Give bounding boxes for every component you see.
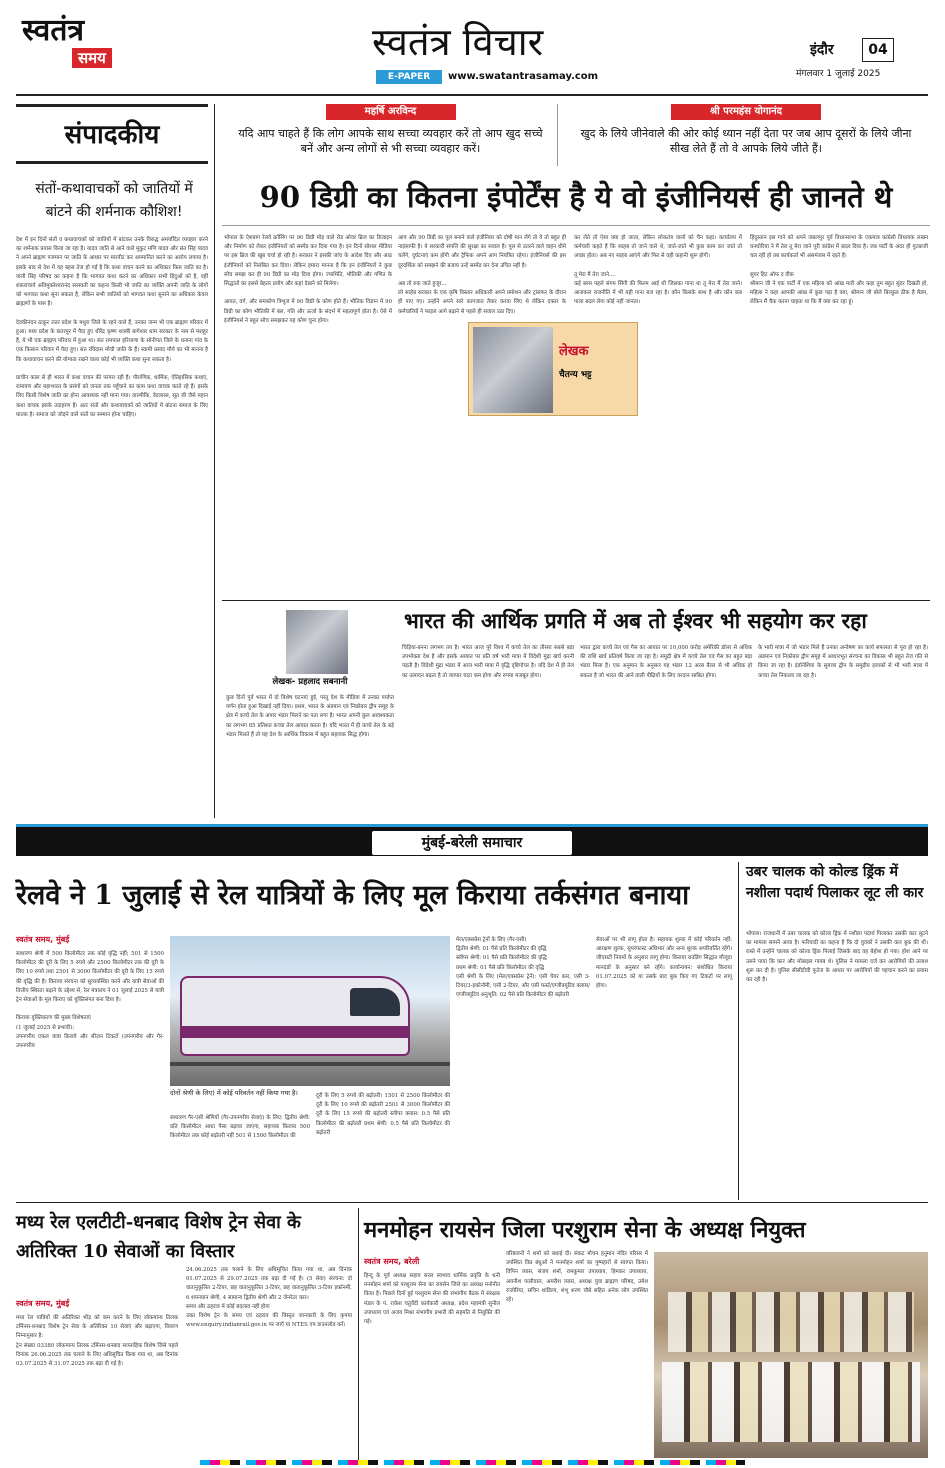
logo-top: स्वतंत्र	[22, 13, 85, 48]
economy-author-photo	[286, 610, 348, 674]
website: www.swatantrasamay.com	[448, 71, 599, 82]
quote-left	[224, 104, 558, 166]
rail-dateline: स्वतंत्र समय, मुंबई	[16, 935, 70, 944]
parshuram-headline: मनमोहन रायसेन जिला परशुराम सेना के अध्यक्ष नियुक्त	[364, 1217, 806, 1243]
section-band-label: मुंबई-बरेली समाचार	[372, 831, 572, 855]
lead-col-4: हिंदुस्तान इस गाने को अपने जबलपुर पूर्व विधानसभा के एकमात्र कांग्रेसी विधायक लखन घनघोरिया ने मैं तेरा तू मेरा जाने पूरी कांग्रेस में बदल दिया है। जब पार्टी के अंदर ही गुटबाजी चल रही हो तब कार्यकर्ता भी असमंजस में रहते हैं। सुपर हिट ऑफ द वीक श्रीमान जी ने एक पार्टी में एक महिला को आंख मारी और कहा तुम बहुत सुंदर दिखती हो, महिला ने कहा आपकी आंख में कुछ पड़ा है क्या, श्रीमान जी बोले बिल्कुल ठीक है मैडम, लेकिन मैं चैक करना चाहता था कि मैं क्या कर रहा हूं।	[750, 235, 928, 306]
economy-col-4: के भारी मात्रा में जो भंडार मिले हैं उनका अन्वेषण का कार्य सफलता से पूरा हो रहा है। अंडमान एवं निकोबार द्वीप समूह में आधारभूत संरचना का विकास भी बहुत तेज गति से किया जा रहा है। इंडोनेशिया के सुमात्रा द्वीप के समुद्रीय इलाकों से भी भारी मात्रा में कच्चा तेल निकाला जा रहा है।	[758, 645, 930, 679]
date: मंगलवार 1 जुलाई 2025	[796, 69, 881, 79]
editorial-label: संपादकीय	[16, 104, 208, 164]
page-title: स्वतंत्र विचार	[372, 20, 544, 64]
drunk-body: भोपाल। राजधानी में उबर चालक को कोल्ड ड्रिंक में नशीला पदार्थ पिलाकर उसकी कार लूटने का मामला सामने आया है। फरियादी का कहना है कि दो युवकों ने उसकी कार बुक की थी। रास्ते में उन्होंने चालक को कोल्ड ड्रिंक पिलाई जिसके बाद वह बेहोश हो गया। होश आने पर उसने पाया कि कार और मोबाइल गायब थे। पुलिस ने मामला दर्ज कर आरोपियों की तलाश शुरू कर दी है। पुलिस सीसीटीवी फुटेज के आधार पर आरोपियों की पहचान करने का प्रयास कर रही है।	[746, 931, 930, 984]
logo	[22, 14, 132, 80]
rail-col-3: दूरी के लिए 5 रुपये की बढ़ोतरी। 1501 से 2500 किलोमीटर की दूरी के लिए 10 रुपये की बढ़ोतरी 2501 से 3000 किलोमीटर की दूरी के लिए 15 रुपये की बढ़ोतरी स्लीपर क्लास: 0.5 पैसे प्रति किलोमीटर की बढ़ोतरी प्रथम श्रेणी: 0.5 पैसे प्रति किलोमीटर की बढ़ोतरी	[316, 1093, 452, 1136]
drunk-headline: उबर चालक को कोल्ड ड्रिंक में नशीला पदार्थ पिलाकर लूट ली कार	[746, 864, 924, 901]
parshuram-col-2: वरिष्ठजनों ने शर्मा को बधाई दी। संकट मोचन हनुमान मंदिर परिसर में उपस्थित विप्र बंधुओं ने मनमोहन शर्मा का पुष्पहारों से स्वागत किया। विपिन व्यास, संजय शर्मा, रामकुमार उपाध्याय, हिमकर उपाध्याय, अवनीश पालीवाल, अमरीश व्यास, अध्यक्ष युवा ब्राह्मण परिषद, उमेश राजोरिया, सचिन शांडिल्य, शंभू शरण चौबे सहित अनेक लोग उपस्थित रहे।	[506, 1251, 650, 1304]
masthead	[0, 0, 945, 96]
editorial-column	[16, 104, 208, 818]
quote-right-text: खुद के लिये जीनेवाले की ओर कोई ध्यान नहीं देता पर जब आप दूसरों के लिये जीना सीख लेते हैं तो वे आपके लिये जीते हैं।	[580, 127, 912, 155]
track	[170, 1062, 450, 1066]
city: इंदौर	[810, 42, 834, 58]
economy-col-1: कुछ दिनों पूर्व भारत में दो विशेष घटनाएं हुई, परंतु देश के मीडिया में उनका पर्याप्त वर्णन होता हुआ दिखाई नहीं दिया। प्रथम, भारत के अंडमान एवं निकोबार द्वीप समूह के क्षेत्र में कच्चे तेल के अपार भंडार मिलने का पता लगा है। भारत अपनी कुल आवश्यकता का लगभग 85 प्रतिशत कच्चा तेल आयात करता है। यदि भारत में ही कच्चे तेल के बड़े भंडार मिलते हैं तो यह देश के आर्थिक विकास में बहुत सहायक सिद्ध होगा।	[226, 695, 396, 738]
logo-bottom: समय	[72, 48, 112, 68]
lti-divider	[358, 1208, 359, 1460]
quote-right	[566, 104, 926, 166]
economy-author-box	[226, 604, 394, 694]
lti-dateline: स्वतंत्र समय, मुंबई	[16, 1299, 70, 1308]
section-band	[16, 824, 928, 856]
author-name: चैतन्य भट्ट	[559, 370, 592, 380]
parshuram-dateline: स्वतंत्र समय, बरेली	[364, 1257, 420, 1266]
quote-left-text: यदि आप चाहते हैं कि लोग आपके साथ सच्चा व्यवहार करें तो आप खुद सच्चे बनें और अन्य लोगों से भी सच्चा व्यवहार करें।	[238, 127, 543, 155]
economy-headline: भारत की आर्थिक प्रगति में अब तो ईश्वर भी सहयोग कर रहा	[404, 608, 867, 633]
group-photo-people-back	[668, 1292, 914, 1352]
parshuram-col-1: हिन्दू के पूर्व अध्यक्ष सहाय सरल स्वभाव धार्मिक प्रवृत्ति के धनी मनमोहन शर्मा को परशुराम सेना का रायसेन जिले का अध्यक्ष मनोनीत किया है। पिछले दिनों हुई परशुराम सेना की संभागीय बैठक में संरक्षक मंडल के पं. राकेश चतुर्वेदी कार्यकारी अध्यक्ष, प्रदेश महामंत्री सुनील उपाध्याय एवं अजय मिश्रा संभागीय प्रभारी की सहमति से नियुक्ति की गई।	[364, 1273, 502, 1326]
lti-headline: मध्य रेल एलटीटी-धनबाद विशेष ट्रेन सेवा के अतिरिक्त 10 सेवाओं का विस्तार	[16, 1212, 301, 1262]
group-photo	[654, 1252, 928, 1458]
editorial-body: देश में इन दिनों संतों व कथावाचकों को जातियों में बांटकर उनके विरुद्ध अमर्यादित व्यवहार करने का शर्मनाक प्रयास किया जा रहा है। यादव जाति से आने वाले मुकुट मणि यादव और संत सिंह यादव ने अपने ब्राह्मण पजमान पर जाति के आधार पर मारपीट कर अपमानित करने का आरोप लगाया है। इसके बाद से देश में यह बहस तेज हो गई है कि कथा वाचन करने का अधिकार किस जाति का है। वाली सिंह परिषद का कहना है कि भागवत कथा करने का अधिकार सभी हिंदुओं को है, वहीं शंकराचार्य अविमुक्तेश्वरानंद सरस्वती का कहना किसी भी जाति का व्यक्ति अपनी जाति के लोगों को भागवत कथा सुना सकता है, लेकिन सभी जातियों को भागवत कथा सुनाने का अधिकार केवल ब्राह्मणों के पास है। देवकीनंदन ठाकुर उत्तर प्रदेश के मथुरा जिले के रहने वाले हैं, उनका जन्म भी एक ब्राह्मण परिवार में हुआ। मध्य प्रदेश के छतरपुर में पैदा हुए धीरेंद्र कृष्ण शास्त्री बागेश्वर धाम सरकार के नाम से मशहूर हैं, ये भी एक ब्राह्मण परिवार में हुआ था। संत रामपाल हरियाणा के सोनीपत जिले के धनाना गांव के एक किसान परिवार में पैदा हुए। संत रविदास मोची जाति के हैं। स्वामी प्रसाद मौर्य का भी मानना है कि कथावाचन करने की योग्यता रखने वाला कोई भी व्यक्ति कथा सुना सकता है। प्राचीन काल से ही भारत में कथा वाचन की परंपरा रही है। पौराणिक, धार्मिक, ऐतिहासिक कथाएं, रामायण और महाभारत के प्रसंगों को जनता तक पहुँचाने का काम कथा वाचक करते रहे हैं। इसके लिए किसी विशेष जाति का होना आवश्यक नहीं माना गया। वाल्मीकि, वेदव्यास, सूत जी जैसे महान कथा वाचक इसके उदाहरण हैं। अतः संतों और कथावाचकों को जातियों में बांटना समाज के लिए घातक है। समाज को जोड़ने वाले संतों का सम्मान होना चाहिए।	[16, 237, 208, 418]
lti-col-1: मध्य रेल यात्रियों की अतिरिक्त भीड़ को कम करने के लिए लोकमान्य तिलक टर्मिनस-धनबाद विशेष ट्रेन सेवा के अतिरिक्त 10 सेवाएं और बढ़ाएगा, विवरण निम्नानुसार है: ट्रेन संख्या 03380 लोकमान्य तिलक टर्मिनस-धनबाद साप्ताहिक विशेष जिसे पहले दिनांक 26.06.2025 तक चलाने के लिए अधिसूचित किया गया था, अब दिनांक 03.07.2025 से 31.07.2025 तक बढ़ा दी गई है।	[16, 1315, 178, 1368]
rail-right-divider	[738, 862, 739, 1200]
rail-col-5: सेवाओं पर भी लागू होता है। सहायक शुल्क में कोई परिवर्तन नहीं: आरक्षण शुल्क, सुपरफास्ट अधिभार और अन्य शुल्क अपरिवर्तित रहेंगे। जीएसटी नियमों के अनुसार लागू होगा। किराया राउंडिंग सिद्धांत मौजूदा मानदंडों के अनुसार बने रहेंगे। कार्यान्वयन: संशोधित किराया 01.07.2025 को या उसके बाद बुक किए गए टिकटों पर लागू होगा।	[596, 937, 734, 990]
lead-bottom-rule	[222, 600, 930, 601]
rail-col-1: साधारण श्रेणी में 500 किलोमीटर तक कोई वृद्धि नहीं; 501 से 1500 किलोमीटर की दूरी के लिए 5 रुपये और 2500 किलोमीटर तक की दूरी के लिए 10 रुपये तथा 2501 से 3000 किलोमीटर की दूरी के लिए 15 रुपये की वृद्धि की है। किराया संरचना को सुव्यवस्थित करने और यात्री सेवाओं की वित्तीय स्थिरता बढ़ाने के उद्देश्य से, रेल मंत्रालय ने 01 जुलाई 2025 से यात्री ट्रेन सेवाओं के मूल किराए को युक्तिसंगत बना दिया है। किराया युक्तिकरण की मुख्य विशेषताएं (1 जुलाई 2025 से प्रभावी): उपनगरीय एकल यात्रा किराये और सीज़न टिकटों (उपनगरीय और गैर-उपनगरीय	[16, 951, 164, 1050]
page-number: 04	[862, 38, 894, 62]
rail-col-2: साधारण गैर-एसी श्रेणियों (गैर-उपनगरीय सेवाएं) के लिए: द्वितीय श्रेणी: प्रति किलोमीटर आधा पैसा बढ़ाया जाएगा, सहायक किराया 500 किलोमीटर तक कोई बढ़ोतरी नहीं 501 से 1500 किलोमीटर की	[170, 1115, 312, 1140]
train-stripe	[182, 1026, 408, 1038]
group-photo-people-front	[662, 1362, 920, 1442]
quote-left-author: महर्षि अरविन्द	[326, 104, 456, 120]
train-photo	[170, 936, 450, 1086]
lower-rule	[16, 1202, 928, 1203]
lead-headline: 90 डिग्री का कितना इंपोर्टेंस है ये वो इंजीनियर्स ही जानते थे	[222, 170, 930, 226]
lti-col-2: 24.06.2025 तक चलाने के लिए अधिसूचित किया गया था, अब दिनांक 01.07.2025 से 29.07.2025 तक बढ़ा दी गई है। (5 सेवा) संरचना: दो वातानुकूलित 2-टियर, छह वातानुकूलित 3-टियर, छह वातानुकूलित 3-टियर इकॉनमी, 6 शयनयान श्रेणी, 4 सामान्य द्वितीय श्रेणी और 2 जेनरेटर कार। समय और ठहराव में कोई बदलाव नहीं होगा उक्त विशेष ट्रेन के समय एवं ठहराव की विस्तृत जानकारी के लिए कृपया www.enquiry.indianrail.gov.in पर जाएँ या NTES एप डाउनलोड करें।	[186, 1267, 352, 1329]
lead-col-1: भोपाल के ऐशबाग रेलवे क्रॉसिंग पर 90 डिग्री मोड़ वाले रोड ओवर ब्रिज का डिजाइन और निर्माण को लेकर इंजीनियरों को सस्पेंड कर दिया गया है। इन दिनों सोशल मीडिया पर इस ब्रिज की खूब चर्चा हो रही है। सरकार ने इसकी जांच के आदेश दिए और आठ इंजीनियरों को निलंबित कर दिया। लेकिन हमारा मानना है कि इन इंजीनियरों ने कुछ सोच समझ कर ही 90 डिग्री का मोड़ दिया होगा। ज्यामिति, भौतिकी और गणित के सिद्धांतों का इससे बेहतर प्रयोग और कहां देखने को मिलेगा। आयत, वर्ग, और समकोण त्रिभुज में 90 डिग्री के कोण होते हैं। भौतिक विज्ञान में 90 डिग्री का कोण भौतिकी में बल, गति और ऊर्जा के संदर्भ में महत्वपूर्ण होता है। ऐसे में इंजीनियर्स ने बहुत सोच समझकर यह कोण चुना होगा।	[224, 235, 392, 324]
lead-col-3: कर लेते तो ऐसा क्या हो जाता, लेकिन लोकतंत्र वालों को चैन कहां। कार्यालय में कर्मचारी कहते हैं कि साहब तो जाने वाले थे, जाते-जाते भी कुछ काम कर जाते तो अच्छा होता। अब नए साहब आएंगे और फिर से वही कहानी शुरू होगी। तू मेरा मैं तेरा जाने.... कई बरस पहले संगम सिंगी की फिल्म आई थी जिसका गाना था तू मेरा मैं तेरा जाने। आजकल राजनीति में भी यही गाना बज रहा है। कौन किसके साथ है और कौन कब पाला बदल लेगा कोई नहीं जानता।	[574, 235, 742, 306]
editorial-divider	[214, 104, 215, 818]
author-photo	[473, 327, 553, 413]
print-registration-strip	[200, 1460, 745, 1465]
economy-col-2: चिड़िया-बनना लगभग तय है। भारत आज पूरे विश्व में कच्चे तेल का तीसरा सबसे बड़ा उपभोक्ता देश है और इसके आयात पर प्रति वर्ष भारी मात्रा में विदेशी मुद्रा खर्च करनी पड़ती है। विदेशी मुद्रा भंडार में आज भारी मात्रा में वृद्धि दृष्टिगोचर है। यदि देश में ही तेल का उत्पादन बढ़ता है तो व्यापार घाटा कम होगा और रुपया मजबूत होगा।	[402, 645, 576, 679]
editorial-headline: संतों-कथावाचकों को जातियों में बांटने की शर्मनाक कौशिश!	[35, 181, 193, 220]
author-label: लेखक	[559, 344, 589, 359]
rail-headline: रेलवे ने 1 जुलाई से रेल यात्रियों के लिए मूल किराया तर्कसंगत बनाया	[16, 880, 690, 911]
economy-author: लेखक- प्रहलाद सबनानी	[272, 677, 348, 687]
quote-right-author: श्री परमहंस योगानंद	[671, 104, 821, 120]
train-window	[350, 988, 400, 1016]
rail-col-4: मेल/एक्सप्रेस ट्रेनों के लिए (गैर-एसी) द्वितीय श्रेणी: 01 पैसे प्रति किलोमीटर की वृद्धि स्लीपर श्रेणी: 01 पैसे प्रति किलोमीटर की वृद्धि प्रथम श्रेणी: 01 पैसे प्रति किलोमीटर की वृद्धि एसी श्रेणी के लिए (मेल/एक्सप्रेस ट्रेनें): एसी चेयर कार, एसी 3-टियर/3-इकोनॉमी, एसी 2-टियर, और एसी फर्स्ट/एग्जीक्यूटिव क्लास/एग्जीक्यूटिव अनुभूति: 02 पैसे प्रति किलोमीटर की बढ़ोतरी	[456, 937, 590, 999]
epaper-badge: E-PAPER	[376, 70, 442, 84]
masthead-rule	[16, 94, 928, 96]
train-caption: दोनों श्रेणी के लिए) में कोई परिवर्तन नहीं किया गया है।	[170, 1089, 298, 1097]
lead-col-2: आप और 90 डिग्री का पुल बनाने वाले इंजीनियर को दोषी मान लेंगे तो ये तो बहुत ही नाइंसाफी है। ये सरकारी संपत्ति की सुरक्षा का सवाल है। पुल से उतरने वाले वाहन धीमे चलेंगे, दुर्घटनाएं कम होंगी और ट्रैफिक अपने आप नियंत्रित रहेगा। इंजीनियर्स की इस दूरदर्शिता को समझने की बजाय उन्हें सस्पेंड कर देना उचित नहीं है। अब तो रुक जाते हुजूर... लो साहेब सरकार के एक कृषि विस्तार अधिकारी अपने प्रमोशन और ट्रांसफर के दौरान ही पाए गए। उन्होंने अपने सारे कागजात तैयार करवा लिए थे लेकिन दफ्तर के कर्मचारियों ने फाइल आगे बढ़ाने से पहले ही सवाल उठा दिए।	[398, 235, 566, 315]
economy-col-3: भारत द्वारा कच्चे तेल एवं गैस का आयात पर 10,000 करोड़ अमेरिकी डॉलर से अधिक की राशि खर्च प्रतिवर्ष किया जा रहा है। समुद्री क्षेत्र में कच्चे तेल एवं गैस का बहुत बड़ा भंडार मिला है। एक अनुमान के अनुसार यह भंडार 12 अरब बैरल से भी अधिक हो सकता है जो भारत की आने वाली पीढ़ियों के लिए वरदान साबित होगा।	[580, 645, 754, 679]
